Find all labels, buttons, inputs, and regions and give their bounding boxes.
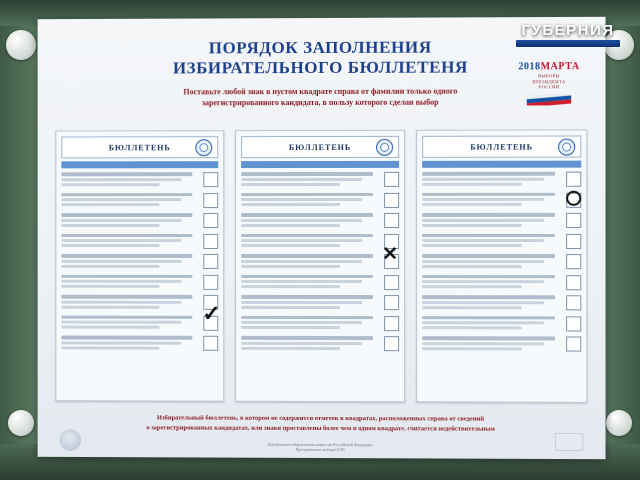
list-item bbox=[61, 295, 218, 311]
poster-instruction-line-1: Поставьте любой знак в пустом квадрате справа от фамилии только одного bbox=[183, 86, 458, 97]
ballot-checkbox[interactable] bbox=[203, 274, 218, 289]
ballot-examples bbox=[55, 129, 587, 402]
poster-footer-line-2: о зарегистрированных кандидатах, или знаки проставлены более чем в одном квадрате, считается недействительным bbox=[146, 424, 495, 433]
list-item bbox=[61, 300, 221, 331]
list-item bbox=[241, 172, 399, 188]
ballot-checkbox-marked[interactable] bbox=[382, 244, 399, 269]
ballot-checkbox[interactable] bbox=[203, 172, 218, 187]
channel-logo bbox=[508, 22, 628, 41]
ballot-checkbox[interactable] bbox=[384, 213, 399, 228]
wall-left bbox=[0, 0, 42, 480]
cross-mark-icon: ✕ bbox=[382, 244, 399, 266]
fixture-knob-top-left bbox=[6, 30, 36, 60]
list-item bbox=[422, 254, 581, 270]
list-item bbox=[241, 274, 399, 290]
list-item bbox=[422, 316, 581, 332]
ballot-checkbox[interactable] bbox=[566, 295, 581, 310]
ballot-checkbox[interactable] bbox=[384, 172, 399, 187]
list-item bbox=[61, 213, 218, 228]
list-item bbox=[241, 336, 399, 352]
ballot-checkbox[interactable] bbox=[384, 336, 399, 351]
ballot-checkbox[interactable] bbox=[384, 316, 399, 331]
election-logo-caption-1: ВЫБОРЫ bbox=[538, 73, 560, 79]
circle-mark-icon bbox=[566, 190, 581, 205]
channel-logo-bar bbox=[516, 40, 620, 47]
ballot-checkbox[interactable] bbox=[566, 254, 581, 269]
ballot-checkbox-marked[interactable] bbox=[566, 192, 581, 207]
ballot-checkbox[interactable] bbox=[203, 213, 218, 228]
ballot-checkbox[interactable] bbox=[384, 295, 399, 310]
ballot-checkbox[interactable] bbox=[566, 172, 581, 187]
ballot-header-1 bbox=[61, 136, 218, 158]
ballot-candidate-list-1 bbox=[61, 172, 221, 351]
ballot-header-2 bbox=[241, 136, 399, 158]
ballot-example-3 bbox=[416, 129, 587, 402]
ballot-checkbox[interactable] bbox=[203, 254, 218, 269]
russian-flag-icon bbox=[527, 93, 571, 105]
ballot-checkbox[interactable] bbox=[566, 233, 581, 248]
fixture-knob-bottom-left bbox=[8, 410, 34, 436]
ballot-header-3 bbox=[422, 135, 581, 157]
poster-instruction bbox=[89, 86, 553, 109]
poster-title-line-2: ИЗБИРАТЕЛЬНОГО БЮЛЛЕТЕНЯ bbox=[172, 57, 468, 78]
election-logo-caption bbox=[509, 73, 590, 90]
instruction-poster bbox=[38, 17, 606, 459]
list-item bbox=[241, 244, 399, 270]
list-item bbox=[61, 274, 218, 290]
poster-credit bbox=[38, 441, 606, 454]
ballot-header-title-2: БЮЛЛЕТЕНЬ bbox=[288, 142, 352, 152]
election-logo bbox=[509, 61, 590, 105]
poster-footer-line-1: Избирательный бюллетень, в котором не содержится отметок в квадратах, расположенных справа от сведений bbox=[156, 414, 485, 423]
list-item bbox=[241, 315, 399, 331]
list-item bbox=[241, 295, 399, 311]
list-item bbox=[241, 233, 399, 249]
list-item bbox=[422, 172, 581, 188]
ballot-checkbox[interactable] bbox=[203, 193, 218, 208]
list-item bbox=[422, 233, 581, 249]
poster-credit-line-1: Центральная избирательная комиссия Российской Федерации bbox=[267, 441, 373, 447]
poster-credit-line-2: Президентские выборы 2018 bbox=[295, 446, 345, 452]
check-mark-icon: ✓ bbox=[202, 300, 221, 326]
ballot-checkbox[interactable] bbox=[566, 213, 581, 228]
election-logo-date bbox=[509, 61, 590, 72]
election-logo-caption-3: РОССИИ bbox=[538, 84, 560, 90]
list-item bbox=[422, 295, 581, 311]
ballot-candidate-list-2 bbox=[241, 172, 399, 352]
list-item bbox=[422, 213, 581, 229]
list-item bbox=[61, 336, 218, 352]
ballot-checkbox[interactable] bbox=[203, 336, 218, 351]
ballot-divider-2 bbox=[241, 161, 399, 168]
official-seal-icon bbox=[376, 139, 393, 156]
election-logo-month: МАРТА bbox=[540, 61, 580, 73]
list-item bbox=[61, 254, 218, 270]
ballot-header-title-1: БЮЛЛЕТЕНЬ bbox=[108, 142, 171, 152]
list-item bbox=[422, 336, 581, 352]
list-item bbox=[61, 172, 218, 188]
official-seal-icon bbox=[195, 139, 212, 156]
ballot-checkbox[interactable] bbox=[384, 192, 399, 207]
ballot-example-2 bbox=[235, 130, 405, 402]
ballot-checkbox-marked[interactable] bbox=[202, 300, 221, 330]
ballot-checkbox[interactable] bbox=[566, 275, 581, 290]
ballot-checkbox[interactable] bbox=[203, 234, 218, 249]
list-item bbox=[61, 234, 218, 249]
ballot-checkbox[interactable] bbox=[566, 336, 581, 351]
list-item bbox=[422, 192, 581, 208]
list-item bbox=[422, 275, 581, 291]
ballot-divider-1 bbox=[61, 161, 218, 168]
list-item bbox=[241, 192, 399, 208]
list-item bbox=[61, 193, 218, 209]
official-seal-icon bbox=[558, 139, 575, 156]
ballot-checkbox[interactable] bbox=[566, 316, 581, 331]
ballot-checkbox[interactable] bbox=[384, 275, 399, 290]
channel-name: ГУБЕРНИЯ bbox=[521, 22, 615, 39]
fixture-knob-bottom-right bbox=[606, 410, 632, 436]
poster-footer-note bbox=[71, 413, 571, 434]
list-item bbox=[241, 213, 399, 229]
ballot-example-1 bbox=[55, 130, 224, 401]
ballot-divider-3 bbox=[422, 161, 581, 168]
ballot-header-title-3: БЮЛЛЕТЕНЬ bbox=[470, 142, 534, 152]
poster-instruction-line-2: зарегистрированного кандидата, в пользу которого сделан выбор bbox=[201, 97, 439, 108]
election-logo-year: 2018 bbox=[518, 61, 541, 73]
election-logo-caption-2: ПРЕЗИДЕНТА bbox=[532, 78, 566, 84]
ballot-candidate-list-3 bbox=[422, 172, 581, 352]
poster-title-line-1: ПОРЯДОК ЗАПОЛНЕНИЯ bbox=[208, 37, 432, 58]
